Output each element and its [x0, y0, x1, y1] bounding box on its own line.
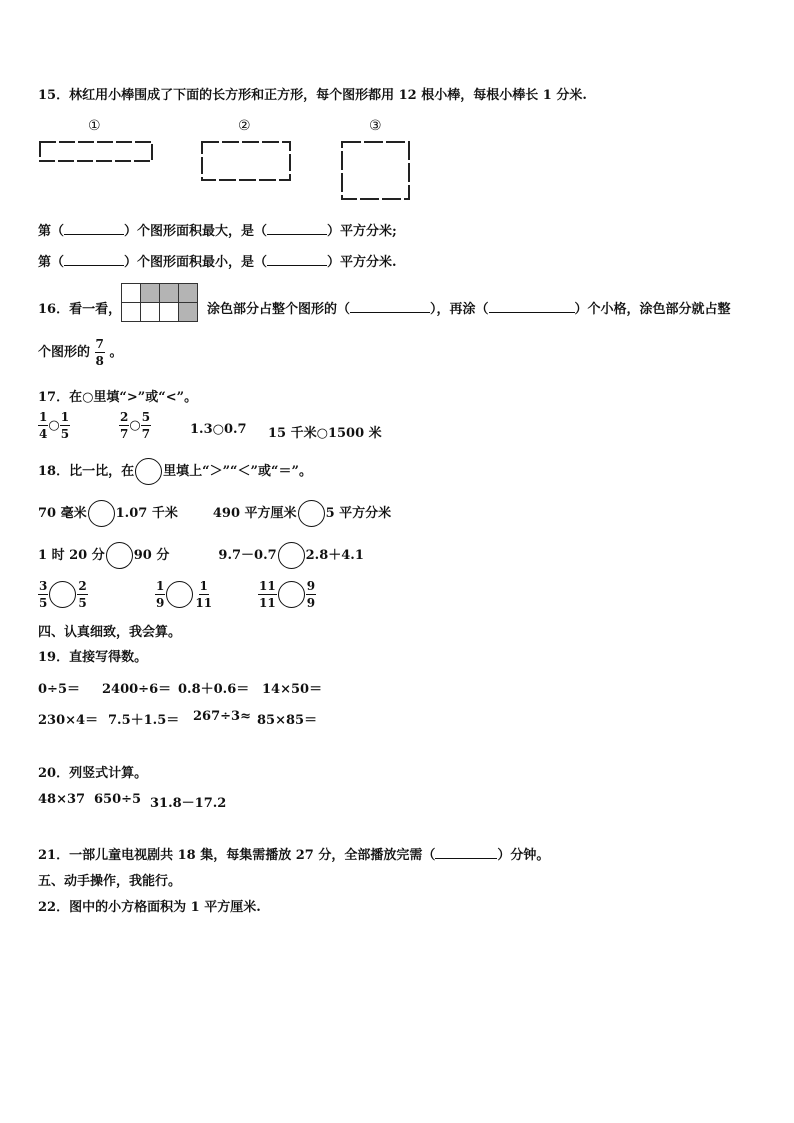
figure-1-rectangle: [38, 140, 154, 164]
compare-circle[interactable]: [88, 500, 115, 527]
figure-1-label: ①: [88, 118, 101, 134]
section-4-heading: 四、认真细致，我会算。: [38, 625, 182, 640]
q17-item-2: $\frac{2}{7}$ ○ $\frac{5}{7}$: [120, 410, 151, 441]
q20-title: 20．列竖式计算。: [38, 766, 148, 781]
compare-circle[interactable]: [106, 542, 133, 569]
q18-row3-item3: $\frac{11}{11}$ $\frac{9}{9}$: [259, 579, 316, 610]
q18-row3-item1: $\frac{3}{5}$ $\frac{2}{5}$: [39, 579, 87, 610]
q21-text: 21．一部儿童电视剧共 18 集，每集需播放 27 分，全部播放完需（ ）分钟。: [38, 848, 550, 863]
q17-item-1: $\frac{1}{4}$ ○ $\frac{1}{5}$: [39, 410, 70, 441]
figure-2-rectangle: [200, 140, 294, 184]
figure-3-square: [340, 140, 414, 203]
answer-blank[interactable]: [350, 300, 430, 313]
q19-row2-item1: 230×4＝: [38, 713, 99, 728]
answer-blank[interactable]: [267, 253, 327, 266]
answer-blank[interactable]: [435, 846, 497, 859]
q18-row2: 1 时 20 分 90 分 9.7－0.7 2.8＋4.1: [38, 542, 364, 569]
q17-item-3: 1.3○0.7: [190, 422, 247, 437]
q19-row1-item1: 0÷5＝: [38, 682, 80, 697]
figure-2-label: ②: [238, 118, 251, 134]
fraction-7-8: $\frac{7}{8}$: [95, 337, 104, 368]
q16-prefix: 16．看一看，: [38, 302, 122, 317]
q19-row1-item4: 14×50＝: [262, 682, 323, 697]
figure-3-label: ③: [369, 118, 382, 134]
circle-icon: [135, 458, 162, 485]
q18-row1: 70 毫米 1.07 千米 490 平方厘米 5 平方分米: [38, 500, 391, 527]
q15-line1: 第（ ）个图形面积最大，是（ ）平方分米;: [38, 224, 397, 239]
q19-row1-item3: 0.8＋0.6＝: [178, 682, 250, 697]
q16-shaded-grid: [121, 283, 198, 322]
q17-item-4: 15 千米○1500 米: [268, 426, 382, 441]
answer-blank[interactable]: [64, 253, 124, 266]
section-5-heading: 五、动手操作，我能行。: [38, 874, 182, 889]
q19-row2-item2: 7.5＋1.5＝: [108, 713, 180, 728]
q18-title: 18．比一比，在 里填上“＞”“＜”或“＝”。: [38, 458, 312, 485]
compare-circle[interactable]: [278, 581, 305, 608]
q19-row1-item2: 2400÷6＝: [102, 682, 172, 697]
q16-line1-rest: 涂色部分占整个图形的（ ），再涂（ ）个小格，涂色部分就占整: [207, 302, 731, 317]
answer-blank[interactable]: [489, 300, 575, 313]
q19-row2-item3: 267÷3≈: [193, 709, 251, 724]
q20-item2: 650÷5: [94, 792, 142, 807]
q20-item3: 31.8－17.2: [150, 796, 227, 811]
q22-text: 22．图中的小方格面积为 1 平方厘米.: [38, 900, 261, 915]
compare-circle[interactable]: [166, 581, 193, 608]
compare-circle[interactable]: [278, 542, 305, 569]
compare-circle[interactable]: [49, 581, 76, 608]
answer-blank[interactable]: [64, 222, 124, 235]
q18-row3-item2: $\frac{1}{9}$ $\frac{1}{11}$: [156, 579, 213, 610]
q20-item1: 48×37: [38, 792, 86, 807]
q15-text: 15．林红用小棒围成了下面的长方形和正方形，每个图形都用 12 根小棒，每根小棒长 1 分米.: [38, 88, 587, 103]
q15-line2: 第（ ）个图形面积最小，是（ ）平方分米.: [38, 255, 397, 270]
q19-title: 19．直接写得数。: [38, 650, 148, 665]
answer-blank[interactable]: [267, 222, 327, 235]
q19-row2-item4: 85×85＝: [257, 713, 318, 728]
q17-title: 17．在○里填“>”或“<”。: [38, 390, 198, 405]
compare-circle[interactable]: [298, 500, 325, 527]
q16-line2: 个图形的 $\frac{7}{8}$ 。: [38, 337, 123, 368]
